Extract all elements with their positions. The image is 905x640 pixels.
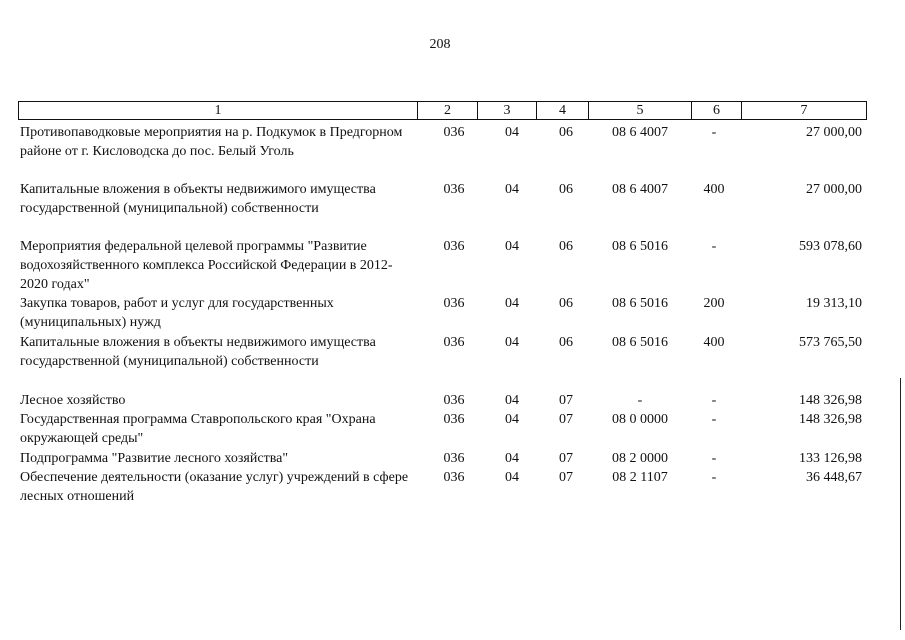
row-subsection: 06 [559,335,573,350]
row-org-code: 036 [443,239,465,254]
row-section: 04 [505,451,519,466]
header-col-7: 7 [741,102,866,119]
row-target-article: 08 0 0000 [612,412,668,427]
row-description: Лесное хозяйство [20,393,126,408]
row-subsection: 06 [559,182,573,197]
row-section: 04 [505,412,519,427]
row-section: 04 [505,239,519,254]
row-description: Государственная программа Ставропольского края "Охрана окружающей среды" [20,412,376,446]
row-target-article: - [637,393,643,408]
row-sum: 148 326,98 [799,412,862,427]
row-sum: 27 000,00 [806,182,862,197]
row-target-article: 08 6 4007 [612,182,668,197]
row-org-code: 036 [443,393,465,408]
row-subsection: 07 [559,412,573,427]
row-sum: 27 000,00 [806,125,862,140]
row-target-article: 08 6 5016 [612,335,668,350]
row-description: Капитальные вложения в объекты недвижимого имущества государственной (муниципальной) собственности [20,335,376,369]
row-description: Капитальные вложения в объекты недвижимого имущества государственной (муниципальной) собственности [20,182,376,216]
header-col-2: 2 [417,102,477,119]
row-expense-type: - [711,412,717,427]
row-expense-type: - [711,239,717,254]
row-description: Противопаводковые мероприятия на р. Подкумок в Предгорном районе от г. Кисловодска до пос. Белый Уголь [20,125,403,159]
row-org-code: 036 [443,125,465,140]
row-target-article: 08 2 0000 [612,451,668,466]
row-sum: 133 126,98 [799,451,862,466]
row-subsection: 07 [559,393,573,408]
row-subsection: 06 [559,239,573,254]
row-section: 04 [505,296,519,311]
scan-edge-line [900,378,901,630]
row-org-code: 036 [443,296,465,311]
header-col-5: 5 [588,102,691,119]
table-header [18,101,867,120]
row-subsection: 07 [559,470,573,485]
row-subsection: 06 [559,296,573,311]
row-sum: 148 326,98 [799,393,862,408]
header-col-1: 1 [214,103,222,118]
header-col-6: 6 [691,102,741,119]
row-section: 04 [505,393,519,408]
row-sum: 19 313,10 [806,296,862,311]
row-org-code: 036 [443,335,465,350]
row-target-article: 08 6 5016 [612,296,668,311]
header-col-3: 3 [477,102,536,119]
row-section: 04 [505,470,519,485]
row-expense-type: - [711,451,717,466]
row-expense-type: - [711,125,717,140]
row-expense-type: - [711,470,717,485]
row-org-code: 036 [443,182,465,197]
row-sum: 593 078,60 [799,239,862,254]
row-expense-type: 400 [703,335,725,350]
row-org-code: 036 [443,412,465,427]
row-section: 04 [505,182,519,197]
row-expense-type: 200 [703,296,725,311]
row-subsection: 07 [559,451,573,466]
row-sum: 36 448,67 [806,470,862,485]
row-expense-type: 400 [703,182,725,197]
row-expense-type: - [711,393,717,408]
row-sum: 573 765,50 [799,335,862,350]
row-section: 04 [505,335,519,350]
row-subsection: 06 [559,125,573,140]
row-target-article: 08 6 5016 [612,239,668,254]
row-description: Обеспечение деятельности (оказание услуг) учреждений в сфере лесных отношений [20,470,409,504]
row-description: Подпрограмма "Развитие лесного хозяйства" [20,451,289,466]
row-description: Закупка товаров, работ и услуг для государственных (муниципальных) нужд [20,296,334,330]
page-number: 208 [429,37,451,52]
row-section: 04 [505,125,519,140]
row-target-article: 08 6 4007 [612,125,668,140]
row-description: Мероприятия федеральной целевой программы "Развитие водохозяйственного комплекса Российской Федерации в 2012-2020 годах" [20,239,393,292]
row-org-code: 036 [443,451,465,466]
row-target-article: 08 2 1107 [612,470,668,485]
header-col-4: 4 [536,102,588,119]
row-org-code: 036 [443,470,465,485]
